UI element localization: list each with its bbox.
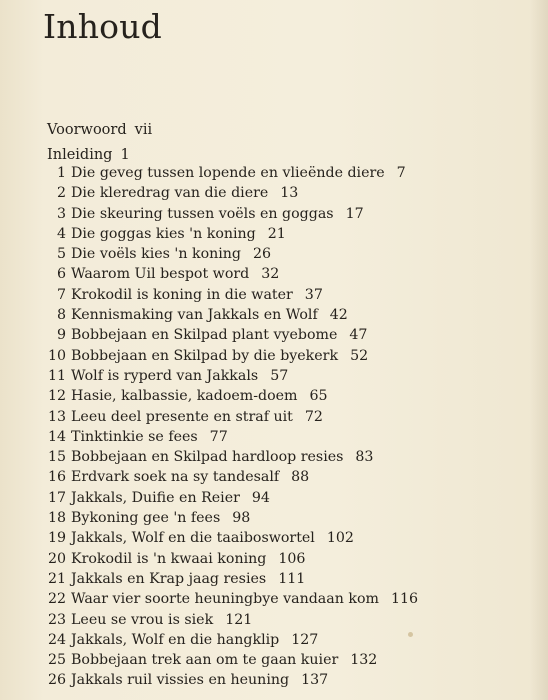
toc-entry [0, 305, 548, 325]
chapter-entry [71, 346, 368, 366]
toc-entry [0, 447, 548, 467]
toc-entry [0, 630, 548, 650]
toc-entry [0, 224, 548, 244]
toc-entry [0, 325, 548, 345]
chapter-number: 2 [56, 185, 66, 202]
chapter-number: 20 [47, 550, 66, 567]
chapter-entry [71, 244, 271, 264]
toc-entry [0, 183, 548, 203]
front-matter-label: Inleiding [47, 147, 113, 163]
chapter-page: 52 [350, 347, 369, 364]
chapter-title: Waarom Uil bespot word [71, 266, 250, 283]
toc-entry [0, 488, 548, 508]
chapter-title: Krokodil is koning in die water [71, 286, 293, 303]
chapter-page: 111 [278, 570, 306, 587]
toc-entry [0, 589, 548, 609]
chapter-title: Bobbejaan en Skilpad by die byekerk [71, 347, 339, 364]
chapter-entry [71, 285, 323, 305]
toc-entry [0, 650, 548, 670]
chapter-number: 12 [47, 388, 66, 405]
toc-entry [0, 427, 548, 447]
chapter-number: 21 [47, 570, 66, 587]
chapter-entry [71, 366, 288, 386]
chapter-entry [71, 264, 279, 284]
toc-entry [0, 528, 548, 548]
chapter-number: 19 [47, 530, 66, 547]
chapter-title: Die kleredrag van die diere [71, 185, 269, 202]
chapter-page: 72 [304, 408, 323, 425]
chapter-number: 23 [47, 611, 66, 628]
chapter-title: Die goggas kies 'n koning [71, 225, 256, 242]
chapter-entry [71, 427, 228, 447]
chapter-entry [71, 224, 286, 244]
chapter-title: Bykoning gee 'n fees [71, 510, 221, 527]
chapter-title: Waar vier soorte heuningbye vandaan kom [71, 591, 379, 608]
chapter-title: Die skeuring tussen voëls en goggas [71, 205, 334, 222]
chapter-page: 47 [349, 327, 368, 344]
toc-entry [0, 549, 548, 569]
toc-entry [0, 346, 548, 366]
toc-entry [0, 569, 548, 589]
chapter-title: Wolf is ryperd van Jakkals [71, 367, 259, 384]
chapter-number: 25 [47, 652, 66, 669]
chapter-title: Leeu se vrou is siek [71, 611, 214, 628]
chapter-page: 21 [267, 225, 286, 242]
chapter-entry [71, 325, 367, 345]
chapter-page: 102 [326, 530, 354, 547]
front-matter-voorwoord [47, 120, 152, 140]
chapter-page: 32 [261, 266, 280, 283]
chapter-entry [71, 630, 318, 650]
front-matter-page: 1 [120, 147, 130, 163]
chapter-number: 1 [56, 165, 66, 181]
chapter-entry [71, 467, 309, 487]
toc-entry [0, 467, 548, 487]
chapter-page: 57 [270, 367, 289, 384]
page-title: Inhoud [43, 7, 162, 46]
toc-entry [0, 386, 548, 406]
chapter-number: 18 [47, 510, 66, 527]
chapter-entry [71, 650, 377, 670]
toc-entry [0, 285, 548, 305]
front-matter-label: Voorwoord [47, 122, 127, 138]
chapter-entry [71, 163, 406, 183]
chapter-number: 4 [56, 225, 66, 242]
chapter-entry [71, 183, 298, 203]
toc-entry [0, 244, 548, 264]
chapter-number: 11 [47, 367, 66, 384]
chapter-page: 88 [291, 469, 310, 486]
chapter-number: 6 [56, 266, 66, 283]
table-of-contents [0, 163, 548, 691]
toc-entry [0, 508, 548, 528]
chapter-page: 127 [291, 631, 319, 648]
toc-entry [0, 163, 548, 183]
chapter-page: 137 [301, 672, 329, 689]
chapter-entry [71, 305, 348, 325]
chapter-title: Hasie, kalbassie, kadoem-doem [71, 388, 298, 405]
chapter-page: 7 [396, 165, 406, 181]
chapter-title: Jakkals en Krap jaag resies [71, 570, 267, 587]
chapter-entry [71, 610, 252, 630]
chapter-number: 10 [47, 347, 66, 364]
chapter-entry [71, 670, 328, 690]
chapter-page: 77 [209, 428, 228, 445]
toc-entry [0, 670, 548, 690]
chapter-number: 16 [47, 469, 66, 486]
chapter-title: Bobbejaan en Skilpad plant vyebome [71, 327, 338, 344]
chapter-entry [71, 447, 373, 467]
chapter-number: 7 [56, 286, 66, 303]
chapter-page: 132 [350, 652, 378, 669]
chapter-entry [71, 386, 328, 406]
chapter-title: Leeu deel presente en straf uit [71, 408, 293, 425]
chapter-number: 15 [47, 449, 66, 466]
toc-entry [0, 204, 548, 224]
toc-entry [0, 264, 548, 284]
chapter-number: 9 [56, 327, 66, 344]
chapter-page: 13 [280, 185, 299, 202]
chapter-title: Tinktinkie se fees [71, 428, 198, 445]
chapter-number: 22 [47, 591, 66, 608]
chapter-number: 17 [47, 489, 66, 506]
chapter-page: 98 [232, 510, 251, 527]
chapter-page: 106 [278, 550, 306, 567]
chapter-title: Die geveg tussen lopende en vlieënde diere [71, 165, 385, 181]
chapter-entry [71, 569, 305, 589]
front-matter-inleiding [47, 145, 130, 165]
chapter-entry [71, 407, 323, 427]
chapter-title: Bobbejaan en Skilpad hardloop resies [71, 449, 344, 466]
chapter-page: 116 [390, 591, 419, 608]
chapter-page: 37 [304, 286, 323, 303]
chapter-title: Jakkals, Wolf en die taaiboswortel [71, 530, 315, 547]
chapter-number: 14 [47, 428, 66, 445]
chapter-title: Krokodil is 'n kwaai koning [71, 550, 267, 567]
chapter-page: 121 [225, 611, 253, 628]
chapter-page: 94 [251, 489, 270, 506]
toc-entry [0, 610, 548, 630]
chapter-page: 26 [253, 246, 272, 263]
chapter-page: 17 [345, 205, 364, 222]
chapter-title: Die voëls kies 'n koning [71, 246, 242, 263]
paper-stain [408, 632, 413, 637]
chapter-number: 5 [56, 246, 66, 263]
chapter-title: Erdvark soek na sy tandesalf [71, 469, 280, 486]
toc-entry [0, 366, 548, 386]
chapter-page: 83 [355, 449, 374, 466]
front-matter-page: vii [134, 122, 153, 138]
chapter-title: Bobbejaan trek aan om te gaan kuier [71, 652, 339, 669]
chapter-title: Jakkals ruil vissies en heuning [71, 672, 290, 689]
chapter-entry [71, 589, 418, 609]
chapter-number: 8 [56, 307, 66, 324]
chapter-title: Kennismaking van Jakkals en Wolf [71, 307, 318, 324]
chapter-entry [71, 204, 364, 224]
chapter-title: Jakkals, Wolf en die hangklip [71, 631, 280, 648]
chapter-page: 42 [329, 307, 348, 324]
chapter-number: 13 [47, 408, 66, 425]
chapter-entry [71, 528, 354, 548]
chapter-number: 3 [56, 205, 66, 222]
chapter-number: 26 [47, 672, 66, 689]
chapter-entry [71, 549, 305, 569]
toc-entry [0, 407, 548, 427]
chapter-entry [71, 508, 250, 528]
chapter-entry [71, 488, 270, 508]
chapter-number: 24 [47, 631, 66, 648]
chapter-title: Jakkals, Duifie en Reier [71, 489, 240, 506]
chapter-page: 65 [309, 388, 328, 405]
